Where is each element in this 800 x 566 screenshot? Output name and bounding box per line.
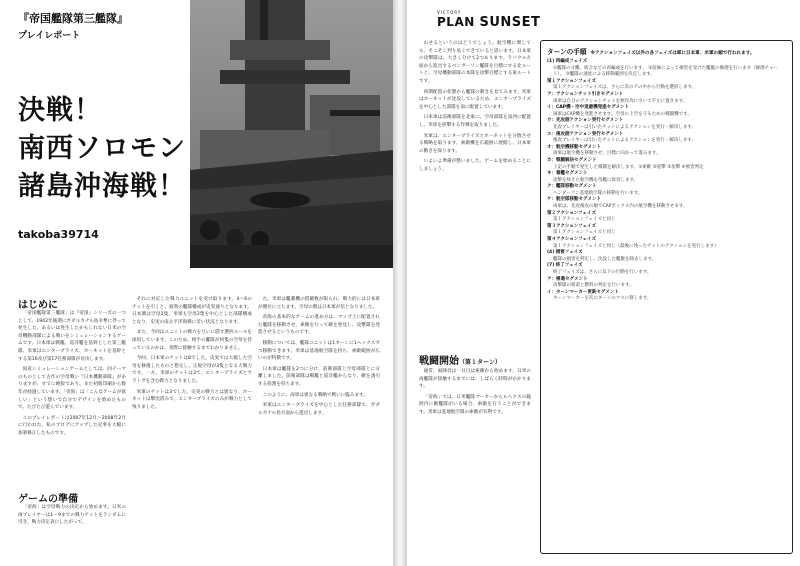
right-page: [407, 0, 800, 566]
turn-step-text: 両軍はCAP機を発進させます。空母の上空を守るための戦闘機です。: [553, 111, 692, 117]
magazine-logo: [437, 10, 540, 30]
section-heading-battle: [419, 352, 501, 367]
paragraph: 日本軍は前衛部隊を北東に、空母部隊を南西に配置し、米軍を挟撃する作戦を取りました。: [419, 115, 531, 128]
box-title-text: ターンの手順: [547, 48, 587, 56]
text-column-1b: [18, 504, 126, 560]
headline: [18, 92, 186, 206]
turn-step-heading: (1) 再編成フェイズ: [547, 59, 588, 64]
turn-step-text: 攻撃隊の帰還と燃料の判定を行います。: [553, 283, 634, 289]
left-page: [0, 0, 393, 566]
turn-step-heading: キ：着艦セグメント: [547, 171, 588, 177]
battle-heading-note: （第１ターン）: [459, 359, 501, 366]
text-column-right-1: [419, 40, 531, 340]
turn-sequence-box: [540, 40, 793, 554]
paragraph: このように、両軍は異なる戦略で戦いに臨みます。: [262, 392, 368, 398]
logo-tagline: VICTORY: [437, 10, 462, 15]
turn-step: [547, 224, 786, 237]
turn-step: [547, 132, 786, 145]
turn-step-heading: イ：CAP機・空中退避機発進セグメント: [547, 105, 630, 111]
paragraph: このプレイレポートは2007年12月〜2008年2月に行われた、私のブログにアップした記事を大幅に加筆修正したものです。: [18, 415, 126, 436]
turn-step-text: 上記の手順で発生した戦闘を解決します。①索敵 ②迎撃 ③攻撃 ④被害判定: [553, 164, 704, 170]
turn-step: [547, 171, 786, 184]
paragraph: た。米軍は艦載機の搭載数が限られ、戦力的には日本軍が優位に立ちます。空母の数は日本軍が倍となりました。: [258, 297, 380, 310]
turn-step-text: 第１アクションフェイズと同じ: [553, 230, 616, 236]
turn-step: [547, 79, 786, 92]
paragraph: わせるというのはどうでしょう。航空機に関しても、そこそこ判り易くできていると思います。日本軍の攻撃隊は、大きく分けて2つあります。ラバウル方面から進出するベンガーソン艦隊を目標にする北ルートと、空母機動部隊の本隊を攻撃目標とする東ルートです。: [419, 41, 531, 84]
text-column-3: [258, 296, 380, 560]
warship-photo: [190, 0, 393, 268]
turn-step: [547, 250, 786, 263]
section-heading-prep: ゲームの準備: [18, 494, 78, 505]
section-heading-intro: はじめに: [18, 300, 58, 311]
battle-heading-text: 戦闘開始: [419, 356, 459, 367]
turn-step: [547, 118, 786, 131]
turn-step: [547, 211, 786, 224]
turn-step-heading: ア：アクションチット引きセグメント: [547, 91, 624, 97]
turn-step-heading: 第２アクションフェイズ: [547, 210, 597, 216]
turn-step-text: 先攻プレイヤーは引いたチットによるアクションを実行・解決します。: [553, 124, 696, 130]
text-column-2: [132, 296, 252, 560]
turn-step-heading: ク：艦隊移動セグメント: [547, 184, 597, 190]
turn-step: [547, 290, 786, 303]
turn-step-heading: ウ：先攻側アクション実行セグメント: [547, 118, 624, 124]
logo-wordmark: [437, 15, 540, 30]
turn-steps: [547, 59, 786, 303]
author-name: takoba39714: [18, 228, 99, 241]
turn-step-text: ヘンダーソン基地航空隊の移動を行います。: [553, 190, 643, 196]
turn-step-text: 後攻プレイヤーは引いたチットによるアクションを実行・解決します。: [553, 138, 696, 144]
turn-sequence-title: [547, 46, 786, 56]
turn-step-text: ターンマーカーを次のターンのマスに移します。: [553, 296, 652, 302]
turn-step: [547, 158, 786, 171]
turn-step: [547, 277, 786, 290]
turn-step-heading: オ：航空機移動セグメント: [547, 144, 601, 150]
paragraph: 初期配置の状態から艦隊の動きを見てみます。米軍はホーネットが沈没しているため、エンタープライズを中心とした部隊を南に配置しています。: [419, 89, 531, 110]
page-subtitle: プレイレポート: [18, 31, 81, 41]
paragraph: 国産シミュレーションゲームとしては、同テーマのものとして古作の空母戦い『日本機動部隊』がありますが、すでに絶版であり、また初版印刷から数年が経過しています。「帝海」は「こんなゲームが欲しい」という想いで自分でデザインを始めたもので、たびたび遊んでいます。: [18, 367, 126, 411]
paragraph: いよいよ準備が整いました。ゲームを始めることにしましょう。: [419, 159, 531, 172]
paragraph: 今回、日本軍のチットは8でした。史実では大破した空母を修復したものと想定し、正規空母が3隻となる大戦力です。一方、米軍のチットは3で、エンタープライズとサラトガを含む戦力となりました。: [132, 356, 252, 384]
turn-step-heading: (4) 損害フェイズ: [547, 250, 583, 256]
turn-step: [547, 59, 786, 79]
series-title: 『帝国艦隊第三艦隊』: [18, 12, 128, 25]
turn-step-heading: カ：戦闘解決セグメント: [547, 157, 597, 163]
turn-step-text: 両軍は航空機を移動させ、目標に向かって進みます。: [553, 151, 661, 157]
paragraph: 米軍はエンタープライズを中心とした任務部隊で、ガダルカナル島方面から進出します。: [258, 403, 380, 416]
turn-step-text: 攻撃を終えた航空機を母艦に収容します。: [553, 177, 639, 183]
turn-step: [547, 92, 786, 105]
box-title-note: ※アクションフェイズ以外の各フェイズは軍に日本軍、米軍の順で行われます。: [590, 51, 755, 56]
turn-step-heading: 第４アクションフェイズ: [547, 237, 597, 243]
turn-step-text: 第１アクションフェイズと同じ: [553, 217, 616, 223]
logo-plan: PLAN: [437, 15, 475, 29]
paragraph: それに対応した戦力ユニットを受け取ります。4〜6のチットを引くと、彼我の艦隊構成が史実通りとなります。日本側は空母2隻、米軍も空母2隻を中心とした部隊構成となり、史実の南太平洋海戦に近い状況となります。: [132, 297, 252, 325]
text-column-right-2: [419, 368, 531, 558]
headline-line-2: 南西ソロモン: [18, 133, 186, 164]
warship-illustration: [190, 0, 393, 268]
turn-step-text: 第１アクションフェイズは、さらに次のアの中から行動を選択します。: [553, 85, 697, 91]
text-column-1: [18, 310, 126, 480]
paragraph: 「帝海」は空母戦力の決定から始めます。日米の両プレイヤーは1〜9までの戦力チットをランダムに引き、戦力決定表にしたがって、: [18, 505, 126, 526]
turn-step-text: 終了フェイズは、さらに以下の行動を行います。: [553, 270, 652, 275]
turn-step-text: 両軍は、先攻後攻の順でCAPボックス内の航空機を移動させます。: [553, 204, 688, 210]
turn-step-heading: エ：後攻側アクション実行セグメント: [547, 131, 624, 137]
turn-step-text: ①艦隊の分離、統合などの再編成を行います。 ②前線によって損害を受けた艦艇の修理を行います（修理チャート）。 ③艦隊の速度による移動範囲を決定します。: [553, 65, 778, 78]
turn-step-heading: 第１アクションフェイズ: [547, 78, 597, 84]
logo-sunset: SUNSET: [479, 15, 541, 30]
turn-step-heading: (7) 終了フェイズ: [547, 263, 583, 269]
paragraph: 米軍は、エンタープライズとホーネットを分散させる戦略を取ります。索敵機を広範囲に展開し、日本軍の動きを探ります。: [419, 133, 531, 154]
turn-step-heading: ア：帰還セグメント: [547, 276, 588, 282]
paragraph: 移動については、艦隊ユニットは1ターンに1ヘックスずつ移動できます。米軍は基地航空隊を持ち、索敵範囲が広いのが特徴です。: [258, 340, 380, 362]
paragraph: 米軍のチットは3でした。史実の戦力とは異なり、ホーネットは撃沈済みで、エンタープライズのみが戦力として残りました。: [132, 389, 252, 410]
headline-line-1: 決戦！: [18, 95, 102, 126]
turn-step: [547, 197, 786, 210]
paragraph: また、今回はユニットの戦力を互いに隠す選択ルールを採用しています。このため、相手の艦隊が何隻の空母を持っているのかは、実際に接触するまでわかりません。: [132, 330, 252, 351]
turn-step-text: 両軍は自分のアクションチットを無作為に引いて手元に置きます。: [553, 98, 688, 104]
paragraph: 「帝海」では、日米艦隊マーカーから６ヘクスの範囲内に敵艦隊がいる場合、索敵を行うことができます。米軍は基地航空隊の索敵が有利です。: [419, 394, 531, 415]
turn-step: [547, 263, 786, 276]
turn-step-heading: イ：ターンマーカー更新セグメント: [547, 289, 619, 295]
turn-step-text: 艦隊の損害を判定し、沈没した艦艇を除去します。: [553, 256, 657, 262]
turn-step-heading: 第３アクションフェイズ: [547, 223, 597, 229]
paragraph: 日本軍は艦隊を2つに分け、前衛部隊と空母部隊とに分離しました。前衛部隊は戦艦と巡洋艦からなり、敵を誘引する役割を持ちます。: [258, 366, 380, 387]
headline-line-3: 諸島沖海戦！: [18, 171, 186, 202]
turn-step: [547, 237, 786, 250]
turn-step: [547, 184, 786, 197]
turn-step: [547, 105, 786, 118]
paragraph: 帝海の基本的なゲームの進め方は、マップ上に配置された艦隊を移動させ、索敵を行って敵を発見し、攻撃隊を発進させるというものです。: [258, 315, 380, 336]
turn-step-text: 第１アクションフェイズと同じ（最後に残ったチットのアクションを実行します）: [553, 243, 719, 249]
paragraph: 通常、両陣営は一日目は索敵から始めます。日米の両艦隊が接触するまでには、しばらく時間がかかります。: [419, 369, 531, 390]
paragraph: 「帝国艦隊第三艦隊」は『帝国』シリーズの一つとして、1942年後期にガダルカナル島争奪に伴って発生した、あるいは発生したかもしれない日米の空母機動部隊による戦いをシミュレーションするゲームです。日本軍は戦艦、巡洋艦を基幹とした第三艦隊、米軍はエンタープライズ、ホーネットを基幹とする第16及び第17任務部隊が対決します。: [18, 311, 126, 362]
turn-step: [547, 145, 786, 158]
book-gutter: [393, 0, 407, 566]
turn-step-heading: ケ：航空隊移動セグメント: [547, 197, 601, 203]
